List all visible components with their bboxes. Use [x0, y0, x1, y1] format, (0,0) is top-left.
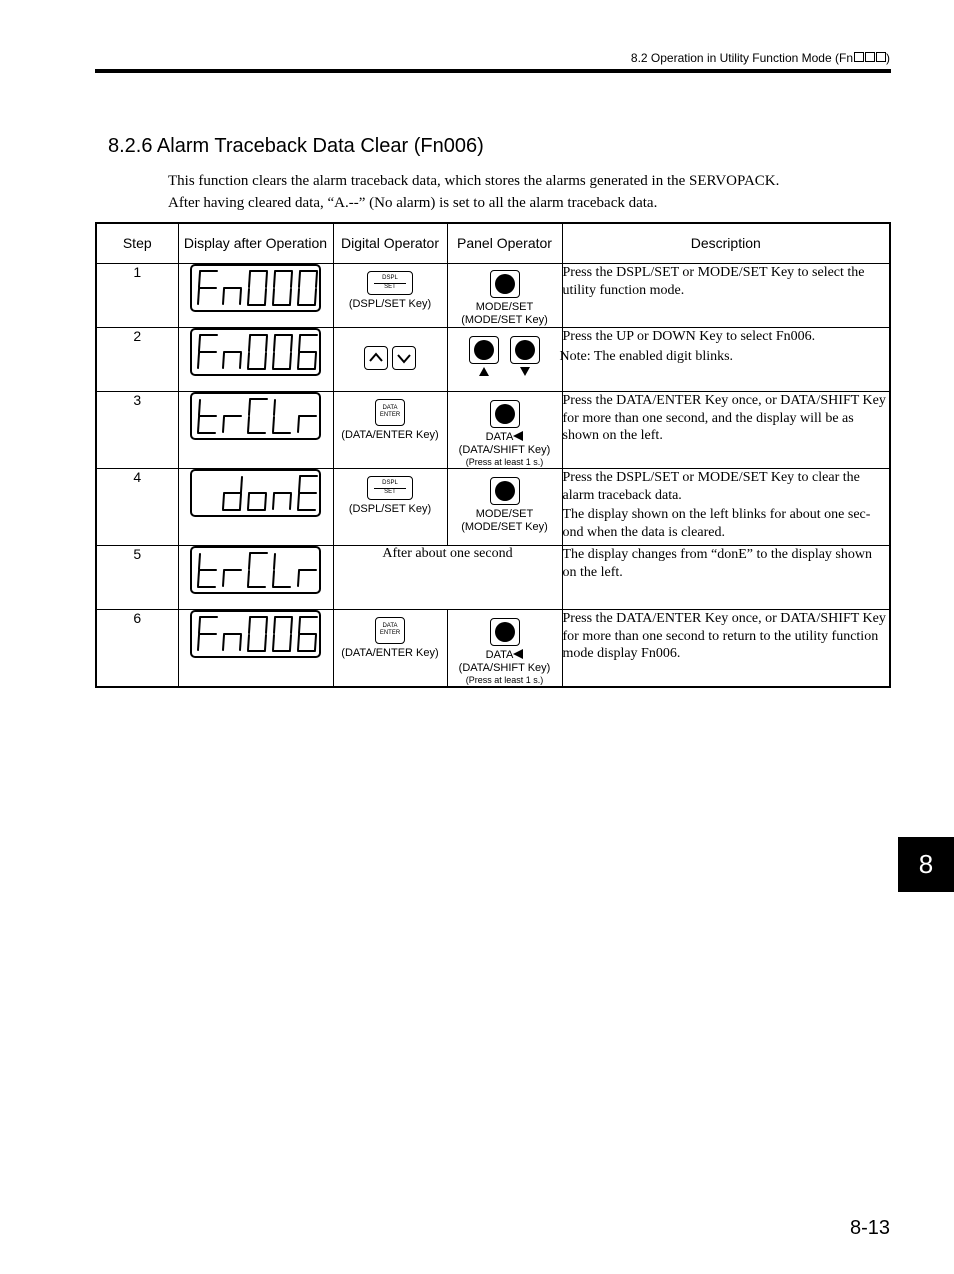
lcd-segment: [198, 417, 199, 432]
lcd-segment: [299, 272, 300, 287]
section-title: 8.2.6 Alarm Traceback Data Clear (Fn006): [108, 135, 484, 157]
mode-set-button-icon: [490, 270, 520, 298]
lcd-segment: [290, 635, 291, 650]
key-label-top: DATA: [382, 405, 398, 411]
lcd-segment: [240, 635, 241, 650]
description-text-2: The display shown on the left blinks for about one sec-ond when the data is cleared.: [562, 507, 871, 540]
table-row: [96, 264, 890, 328]
lcd-segment: [273, 494, 274, 509]
lcd-segment: [273, 635, 274, 650]
lcd-segment: [249, 336, 250, 351]
lcd-segment: [274, 618, 275, 633]
mode-set-button-icon: [490, 477, 520, 505]
lcd-segment: [265, 289, 266, 304]
operation-table: [95, 222, 891, 688]
lcd-segment: [241, 477, 242, 492]
lcd-segment: [199, 554, 200, 569]
panel-key-caption: (DATA/SHIFT Key): [458, 662, 551, 674]
lcd-segment: [299, 618, 300, 633]
placeholder-box: [854, 52, 864, 62]
table-row: [96, 392, 890, 469]
up-key-icon: [364, 346, 388, 370]
header-digital-operator: Digital Operator: [333, 223, 447, 264]
lcd-segment: [298, 635, 299, 650]
header-display: Display after Operation: [178, 223, 333, 264]
panel-operator-cell: [447, 392, 562, 469]
lcd-segment: [290, 353, 291, 368]
up-triangle-icon: [479, 367, 489, 376]
chapter-tab: [898, 837, 954, 892]
lcd-segment: [199, 618, 200, 633]
lcd-segment: [315, 635, 316, 650]
lcd-segment: [291, 618, 292, 633]
lcd-segment: [291, 336, 292, 351]
lcd-segment: [266, 272, 267, 287]
lcd-segment: [249, 272, 250, 287]
description-cell: [562, 546, 890, 610]
lcd-segment: [240, 289, 241, 304]
lcd-segment: [290, 289, 291, 304]
lcd-segment: [298, 353, 299, 368]
step-number: 5: [96, 546, 178, 610]
lcd-segment: [316, 272, 317, 287]
key-label-bottom: SET: [384, 489, 396, 495]
lcd-segment: [266, 618, 267, 633]
intro-text: [168, 170, 779, 214]
panel-operator-cell: [447, 264, 562, 328]
description-text: Press the DATA/ENTER Key once, or DATA/SHIFT Key for more than one second to return to the utility function mode display Fn006.: [562, 611, 886, 661]
dspl-set-key-icon: [367, 476, 413, 500]
table-row: [96, 469, 890, 546]
step-number: 3: [96, 392, 178, 469]
panel-key-label: MODE/SET: [475, 301, 534, 313]
lcd-segment: [198, 571, 199, 586]
lcd-display: [190, 610, 321, 658]
lcd-segment: [248, 494, 249, 509]
step-number: 1: [96, 264, 178, 328]
lcd-segment: [198, 289, 199, 304]
display-cell: [178, 546, 333, 610]
lcd-segment: [265, 635, 266, 650]
panel-operator-cell: [447, 328, 562, 392]
lcd-segment: [274, 336, 275, 351]
panel-key-caption: (DATA/SHIFT Key): [458, 444, 551, 456]
lcd-segment: [274, 554, 275, 569]
description-text: The display changes from “donE” to the display shown on the left.: [562, 547, 872, 580]
panel-key-label-text: DATA: [485, 649, 514, 661]
lcd-segment: [274, 400, 275, 415]
lcd-display: [190, 392, 321, 440]
description-cell: [562, 392, 890, 469]
data-shift-button-icon: [490, 400, 520, 428]
header-step: Step: [96, 223, 178, 264]
lcd-segment: [199, 400, 200, 415]
step-number: 4: [96, 469, 178, 546]
description-text: Press the DSPL/SET or MODE/SET Key to clear the alarm traceback data.: [562, 470, 860, 503]
lcd-segment: [298, 417, 299, 432]
up-button-icon: [469, 336, 499, 364]
lcd-segment: [298, 571, 299, 586]
key-label-bottom: SET: [384, 284, 396, 290]
display-cell: [178, 392, 333, 469]
lcd-segment: [298, 494, 299, 509]
display-cell: [178, 469, 333, 546]
step-number: 2: [96, 328, 178, 392]
lcd-segment: [248, 289, 249, 304]
description-text: Press the DATA/ENTER Key once, or DATA/SHIFT Key for more than one second, and the display will be as shown on the left.: [562, 393, 886, 443]
digital-key-caption: (DSPL/SET Key): [348, 503, 432, 515]
description-cell: [562, 610, 890, 688]
lcd-segment: [273, 353, 274, 368]
lcd-segment: [290, 494, 291, 509]
description-text: Press the UP or DOWN Key to select Fn006.: [562, 329, 816, 344]
running-header-text: 8.2 Operation in Utility Function Mode (Fn: [630, 51, 853, 65]
lcd-segment: [198, 353, 199, 368]
description-cell: [559, 328, 890, 392]
lcd-segment: [315, 353, 316, 368]
digital-operator-cell: [333, 328, 447, 392]
lcd-segment: [198, 635, 199, 650]
lcd-display: [190, 469, 321, 517]
lcd-segment: [315, 289, 316, 304]
table-row: [96, 328, 890, 392]
intro-paragraph-1: This function clears the alarm traceback data, which stores the alarms generated in the SERVOPACK.: [168, 173, 780, 189]
lcd-display: [190, 264, 321, 312]
lcd-segment: [248, 417, 249, 432]
lcd-segment: [299, 477, 300, 492]
operator-text: After about one second: [382, 546, 513, 561]
lcd-segment: [249, 618, 250, 633]
key-label-top: DSPL: [382, 275, 398, 281]
key-label-bottom: ENTER: [379, 630, 401, 636]
lcd-segment: [223, 289, 224, 304]
description-note: Note: The enabled digit blinks.: [559, 348, 734, 364]
data-enter-key-icon: [375, 399, 405, 426]
header-description: Description: [562, 223, 890, 264]
placeholder-box: [865, 52, 875, 62]
lcd-segment: [248, 353, 249, 368]
down-button-icon: [510, 336, 540, 364]
panel-key-label: [448, 649, 562, 662]
digital-operator-cell: [333, 392, 447, 469]
key-label-top: DSPL: [382, 480, 398, 486]
lcd-segment: [223, 635, 224, 650]
placeholder-box: [876, 52, 886, 62]
operator-merged-cell: [333, 546, 562, 610]
lcd-segment: [223, 417, 224, 432]
digital-key-caption: (DATA/ENTER Key): [341, 647, 439, 659]
digital-key-caption: (DATA/ENTER Key): [341, 429, 439, 441]
lcd-segment: [199, 336, 200, 351]
down-key-icon: [392, 346, 416, 370]
key-label-top: DATA: [382, 623, 398, 629]
panel-key-label: MODE/SET: [475, 508, 534, 520]
lcd-segment: [240, 494, 241, 509]
panel-operator-cell: [447, 610, 562, 688]
page-number: 8-13: [849, 1217, 890, 1239]
lcd-segment: [199, 272, 200, 287]
table-header-row: [96, 223, 890, 264]
panel-key-label-text: DATA: [485, 431, 514, 443]
digital-key-caption: (DSPL/SET Key): [348, 298, 432, 310]
panel-key-note: (Press at least 1 s.): [465, 457, 544, 467]
description-cell: [562, 469, 890, 546]
lcd-segment: [248, 571, 249, 586]
description-cell: [562, 264, 890, 328]
lcd-segment: [266, 336, 267, 351]
digital-operator-cell: [333, 264, 447, 328]
description-text: Press the DSPL/SET or MODE/SET Key to select the utility function mode.: [562, 265, 865, 298]
lcd-segment: [249, 554, 250, 569]
intro-paragraph-2: After having cleared data, “A.--” (No alarm) is set to all the alarm traceback data.: [168, 195, 658, 211]
lcd-segment: [223, 571, 224, 586]
lcd-segment: [248, 635, 249, 650]
header-panel-operator: Panel Operator: [447, 223, 562, 264]
step-number: 6: [96, 610, 178, 688]
display-cell: [178, 328, 333, 392]
digital-operator-cell: [333, 610, 447, 688]
lcd-segment: [265, 494, 266, 509]
lcd-segment: [299, 336, 300, 351]
table-row: [96, 546, 890, 610]
chapter-tab-number: 8: [918, 849, 934, 879]
lcd-segment: [274, 272, 275, 287]
left-triangle-icon: [513, 431, 523, 441]
running-header: [631, 51, 890, 65]
data-enter-key-icon: [375, 617, 405, 644]
lcd-segment: [240, 353, 241, 368]
data-shift-button-icon: [490, 618, 520, 646]
panel-key-caption: (MODE/SET Key): [461, 521, 548, 533]
lcd-segment: [273, 571, 274, 586]
panel-key-caption: (MODE/SET Key): [461, 314, 548, 326]
header-rule: [95, 69, 891, 73]
lcd-segment: [265, 353, 266, 368]
running-header-end: ): [886, 51, 890, 65]
lcd-segment: [249, 400, 250, 415]
panel-key-label: [448, 431, 562, 444]
digital-operator-cell: [333, 469, 447, 546]
lcd-segment: [298, 289, 299, 304]
lcd-segment: [223, 494, 224, 509]
lcd-segment: [223, 353, 224, 368]
dspl-set-key-icon: [367, 271, 413, 295]
display-cell: [178, 610, 333, 688]
table-row: [96, 610, 890, 688]
lcd-segment: [273, 417, 274, 432]
lcd-segment: [291, 272, 292, 287]
lcd-display: [190, 546, 321, 594]
left-triangle-icon: [513, 649, 523, 659]
key-label-bottom: ENTER: [379, 412, 401, 418]
lcd-display: [190, 328, 321, 376]
lcd-segment: [273, 289, 274, 304]
down-triangle-icon: [520, 367, 530, 376]
panel-key-note: (Press at least 1 s.): [465, 675, 544, 685]
panel-operator-cell: [447, 469, 562, 546]
display-cell: [178, 264, 333, 328]
